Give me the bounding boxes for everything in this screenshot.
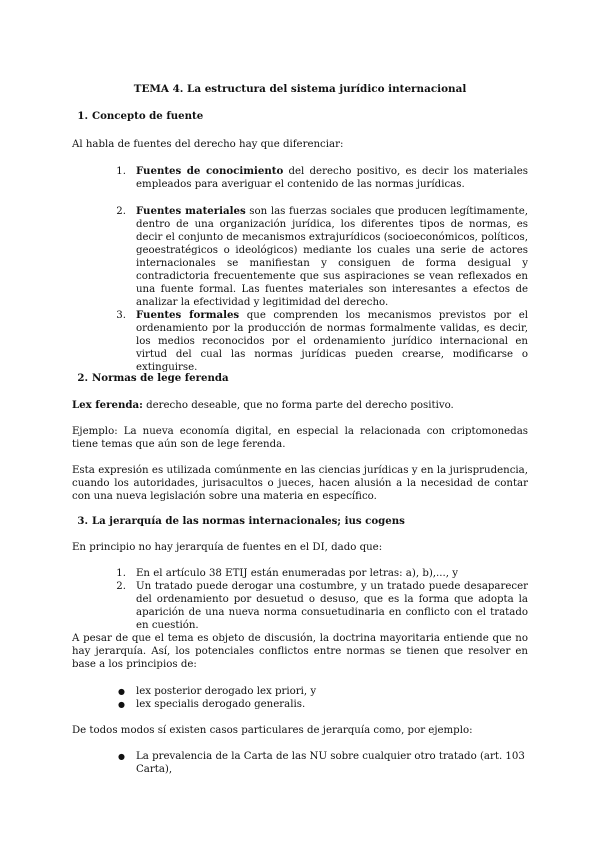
section-3-heading: La jerarquía de las normas internacionales; ius cogens (92, 515, 405, 527)
section-1-intro: Al habla de fuentes del derecho hay que diferenciar: (72, 139, 344, 150)
bullet-icon: ● (118, 752, 125, 761)
usage-paragraph: Esta expresión es utilizada comúnmente en las ciencias jurídicas y en la jurisprudencia, cuando los autoridades, jurisacultos o jueces, hacen alusión a la necesidad de contar con una nueva legislación sobre una materia en específico. (72, 465, 528, 502)
section-2-number: 2. (77, 372, 88, 384)
list-number: 1. (116, 166, 126, 177)
list-item-fuentes-formales (136, 309, 528, 374)
bullet-item-lex-posterior: lex posterior derogado lex priori, y (136, 686, 317, 697)
document-title: TEMA 4. La estructura del sistema jurídico internacional (133, 83, 467, 95)
section-3-number: 3. (77, 515, 88, 527)
bullet-icon: ● (118, 700, 125, 709)
section-3-intro: En principio no hay jerarquía de fuentes en el DI, dado que: (72, 542, 383, 553)
definition: son las fuerzas sociales que producen legítimamente, dentro de una organización jurídica, los diferentes tipos de normas, es decir el conjunto de mecanismos extrajurídicos (socioeconómicos, políticos, geoestratégicos o ideológicos) mediante los cuales una serie de actores internacionales se manifiestan y consiguen de forma desigual y contradictoria frecuentemente que sus aspiraciones se vean reflexados en una fuente formal. Las fuentes materiales son interesantes a efectos de analizar la efectividad y legitimidad del derecho. (136, 206, 529, 308)
term: Fuentes de conocimiento (136, 165, 284, 177)
bullet-item-carta-nu: La prevalencia de la Carta de las NU sobre cualquier otro tratado (art. 103 Carta), (136, 751, 525, 775)
doctrina-paragraph: A pesar de que el tema es objeto de discusión, la doctrina mayoritaria entiende que no hay jerarquía. Así, los potenciales conflictos entre normas se tienen que resolver en base a los principios de: (72, 633, 528, 670)
list-number: 3. (116, 310, 126, 321)
example-paragraph: Ejemplo: La nueva economía digital, en especial la relacionada con criptomonedas tiene temas que aún son de lege ferenda. (72, 426, 528, 450)
lex-ferenda-definition (72, 399, 528, 412)
definition: del derecho positivo, es decir los materiales empleados para averiguar el contenido de las normas jurídicas. (136, 166, 528, 190)
definition: que comprenden los mecanismos previstos por el ordenamiento por la producción de normas formalmente validas, es decir, los medios reconocidos por el ordenamiento jurídico internacional en virtud del cual las normas jurídicas pueden crearse, modificarse o extinguirse. (136, 310, 528, 373)
section-1-heading: Concepto de fuente (92, 110, 204, 122)
bullet-icon: ● (118, 687, 125, 696)
term: Fuentes formales (136, 309, 240, 321)
list-number: 1. (116, 568, 126, 579)
section-2-heading: Normas de lege ferenda (92, 372, 229, 384)
list-item-fuentes-materiales (136, 205, 528, 309)
list-number: 2. (116, 206, 126, 217)
term: Fuentes materiales (136, 205, 246, 217)
jerarquia-paragraph: De todos modos sí existen casos particulares de jerarquía como, por ejemplo: (72, 725, 473, 736)
list-item-articulo-38: En el artículo 38 ETIJ están enumeradas por letras: a), b),..., y (136, 568, 458, 579)
definition: derecho deseable, que no forma parte del derecho positivo. (142, 400, 454, 411)
list-item-tratado-costumbre: Un tratado puede derogar una costumbre, y un tratado puede desaparecer del ordenamiento por desuetud o desuso, que es la forma que adopta la aparición de una nueva norma consuetudinaria en conflicto con el tratado en cuestión. (136, 581, 528, 631)
section-1-number: 1. (77, 110, 88, 122)
bullet-item-lex-specialis: lex specialis derogado generalis. (136, 699, 306, 710)
list-number: 2. (116, 581, 126, 592)
term: Lex ferenda: (72, 399, 143, 411)
list-item-fuentes-conocimiento (136, 165, 528, 191)
